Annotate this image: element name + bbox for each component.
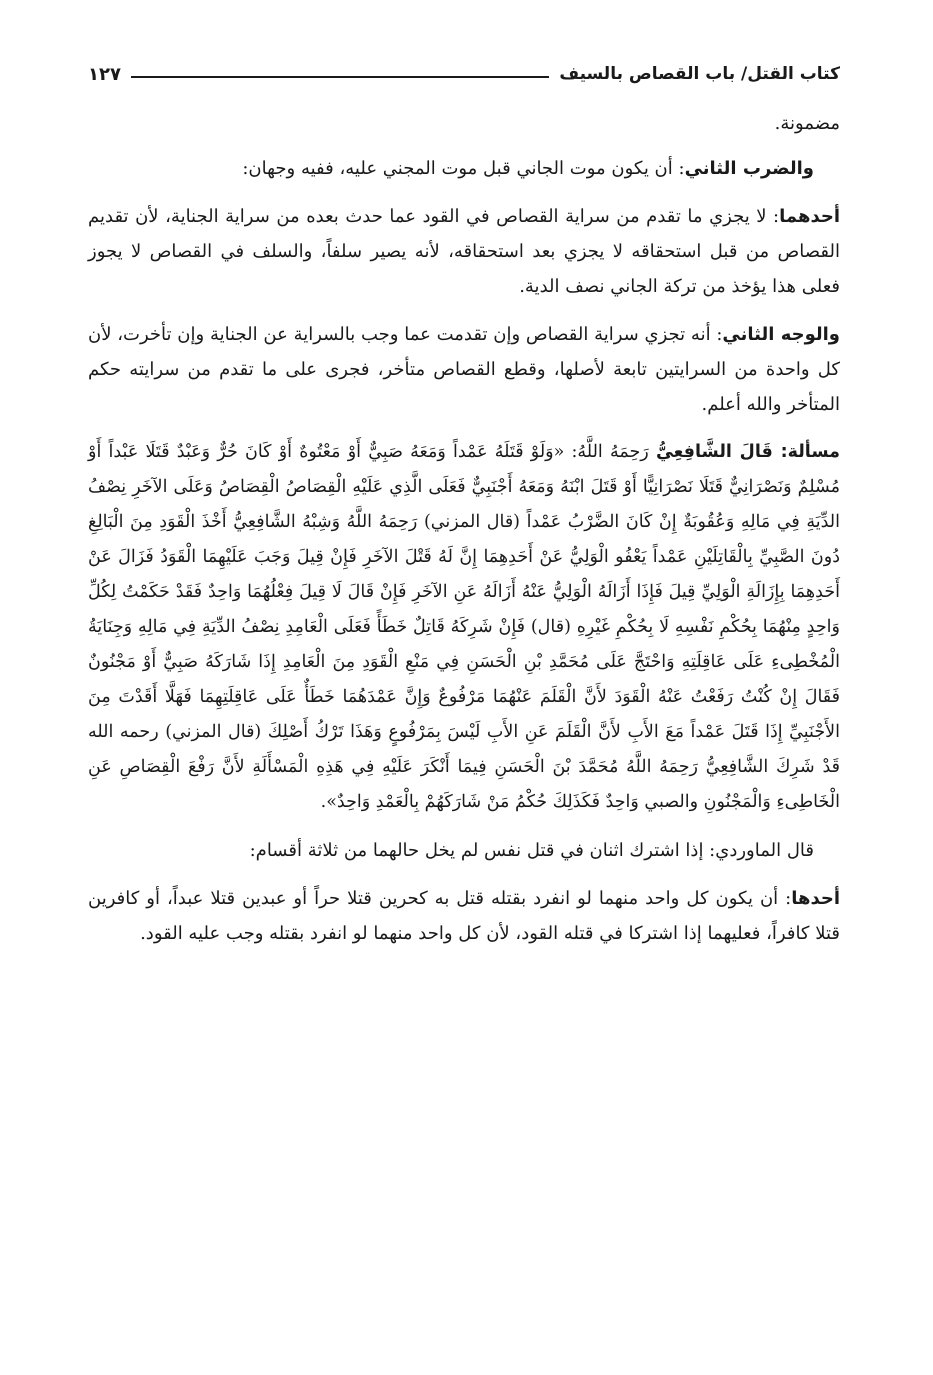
paragraph — [88, 881, 840, 951]
paragraph — [88, 106, 840, 141]
paragraph — [88, 199, 840, 304]
paragraph-text: رَحِمَهُ اللَّهُ: «وَلَوْ قَتَلَهُ عَمْداً وَمَعَهُ صَبِيٌّ أَوْ مَعْتُوهٌ أَوْ كَانَ حُرٌّ وَعَبْدٌ قَتَلَا عَبْداً أَوْ مُسْلِمٌ وَنَصْرَانِيٌّ قَتَلَا نَصْرَانِيًّا أَوْ قَتَلَ ابْنَهُ وَمَعَهُ أَجْنَبِيٌّ فَعَلَى الَّذِي عَلَيْهِ الْقِصَاصُ الْقِصَاصُ وَعَلَى الآخَرِ نِصْفُ الدِّيَةِ فِي مَالِهِ وَعُقُوبَةٌ إِنْ كَانَ الضَّرْبُ عَمْداً (قال المزني) رَحِمَهُ اللَّهُ وَشِبْهُ الشَّافِعِيُّ أَخْذَ الْقَوَدِ مِنَ الْبَالِغِ دُونَ الصَّبِيِّ بِالْقَاتِلَيْنِ عَمْداً يَعْفُو الْوَلِيُّ عَنْ أَحَدِهِمَا إِنَّ لَهُ قَتْلَ الآخَرِ فَإِنْ قِيلَ وَجَبَ عَلَيْهِمَا الْقَوَدُ فَزَالَ عَنْ أَحَدِهِمَا بِإِزَالَةِ الْوَلِيِّ قِيلَ فَإِذَا أَزَالَهُ الْوَلِيُّ عَنْهُ أَزَالَهُ عَنِ الآخَرِ فَإِنْ قَالَ لَا قِيلَ فِعْلُهُمَا وَاحِدٌ فَقَدْ حَكَمْتُ لِكُلِّ وَاحِدٍ مِنْهُمَا بِحُكْمِ نَفْسِهِ لَا بِحُكْمِ غَيْرِهِ (قال) فَإِنْ شَرِكَهُ قَاتِلٌ خَطَأً فَعَلَى الْعَامِدِ نِصْفُ الدِّيَةِ فِي مَالِهِ وَجِنَايَةُ الْمُخْطِىءِ عَلَى عَاقِلَتِهِ وَاحْتَجَّ عَلَى مُحَمَّدِ بْنِ الْحَسَنِ فِي مَنْعِ الْقَوَدِ مِنَ الْعَامِدِ إِذَا شَارَكَهُ صَبِيٌّ أَوْ مَجْنُونٌ فَقَالَ إِنْ كُنْتُ رَفَعْتُ عَنْهُ الْقَوَدَ لأَنَّ الْقَلَمَ عَنْهُمَا مَرْفُوعٌ وَإِنَّ عَمْدَهُمَا خَطَأٌ عَلَى عَاقِلَتِهِمَا فَهَلَّا أَقَدْتَ مِنَ الأَجْنَبِيِّ إِذَا قَتَلَ عَمْداً مَعَ الأَبِ لأَنَّ الْقَلَمَ عَنِ الأَبِ لَيْسَ بِمَرْفُوعٍ وَهَذَا تَرْكُ أَصْلِكَ (قال المزني) رحمه الله قَدْ شَرِكَ الشَّافِعِيُّ رَحِمَهُ اللَّهُ مُحَمَّدَ بْنَ الْحَسَنِ فِيمَا أَنْكَرَ عَلَيْهِ فِي هَذِهِ الْمَسْأَلَةِ لأَنَّ رَفْعَ الْقِصَاصِ عَنِ الْخَاطِىءِ وَالْمَجْنُونِ والصبي وَاحِدٌ فَكَذَلِكَ حُكْمُ مَنْ شَارَكَهُمْ بِالْعَمْدِ وَاحِدٌ». — [88, 442, 840, 812]
paragraph-lead: مسألة: قَالَ الشَّافِعِيُّ — [655, 442, 840, 462]
body-text — [88, 106, 840, 951]
paragraph-lead: والوجه الثاني — [722, 324, 840, 345]
document-page — [88, 58, 840, 964]
paragraph-text: : أن يكون موت الجاني قبل موت المجني عليه، ففيه وجهان: — [242, 158, 685, 179]
paragraph-lead: أحدهما — [779, 206, 840, 227]
running-header — [88, 58, 840, 90]
paragraph-text: قال الماوردي: إذا اشترك اثنان في قتل نفس لم يخل حالهما من ثلاثة أقسام: — [249, 840, 814, 861]
paragraph-text: مضمونة. — [774, 113, 840, 134]
header-rule — [131, 76, 549, 78]
header-title: كتاب القتل/ باب القصاص بالسيف — [559, 64, 840, 84]
paragraph-text: : لا يجزي ما تقدم من سراية القصاص في القود عما حدث بعده من سراية الجناية، لأن تقديم القصاص من قبل استحقاقه لا يجزي بعد استحقاقه، لأنه يصير سلفاً، والسلف في القصاص لا يجوز فعلى هذا يؤخذ من تركة الجاني نصف الدية. — [88, 206, 840, 297]
paragraph — [88, 833, 840, 868]
paragraph — [88, 317, 840, 422]
paragraph-text: : أنه تجزي سراية القصاص وإن تقدمت عما وجب بالسراية عن الجناية وإن تأخرت، لأن كل واحدة من السرايتين تابعة لأصلها، وقطع القصاص متأخر، فجرى على ما تقدم من سرايته حكم المتأخر والله أعلم. — [88, 324, 840, 415]
paragraph-lead: والضرب الثاني — [684, 158, 814, 179]
paragraph — [88, 151, 840, 186]
paragraph-lead: أحدها — [791, 888, 840, 909]
page-number: ١٢٧ — [88, 63, 121, 85]
paragraph-text: : أن يكون كل واحد منهما لو انفرد بقتله قتل به كحرين قتلا حراً أو عبدين قتلا عبداً، أو كافرين قتلا كافراً، فعليهما إذا اشتركا في قتله القود، لأن كل واحد منهما لو انفرد بقتله وجب عليه القود. — [88, 888, 840, 944]
paragraph — [88, 435, 840, 820]
